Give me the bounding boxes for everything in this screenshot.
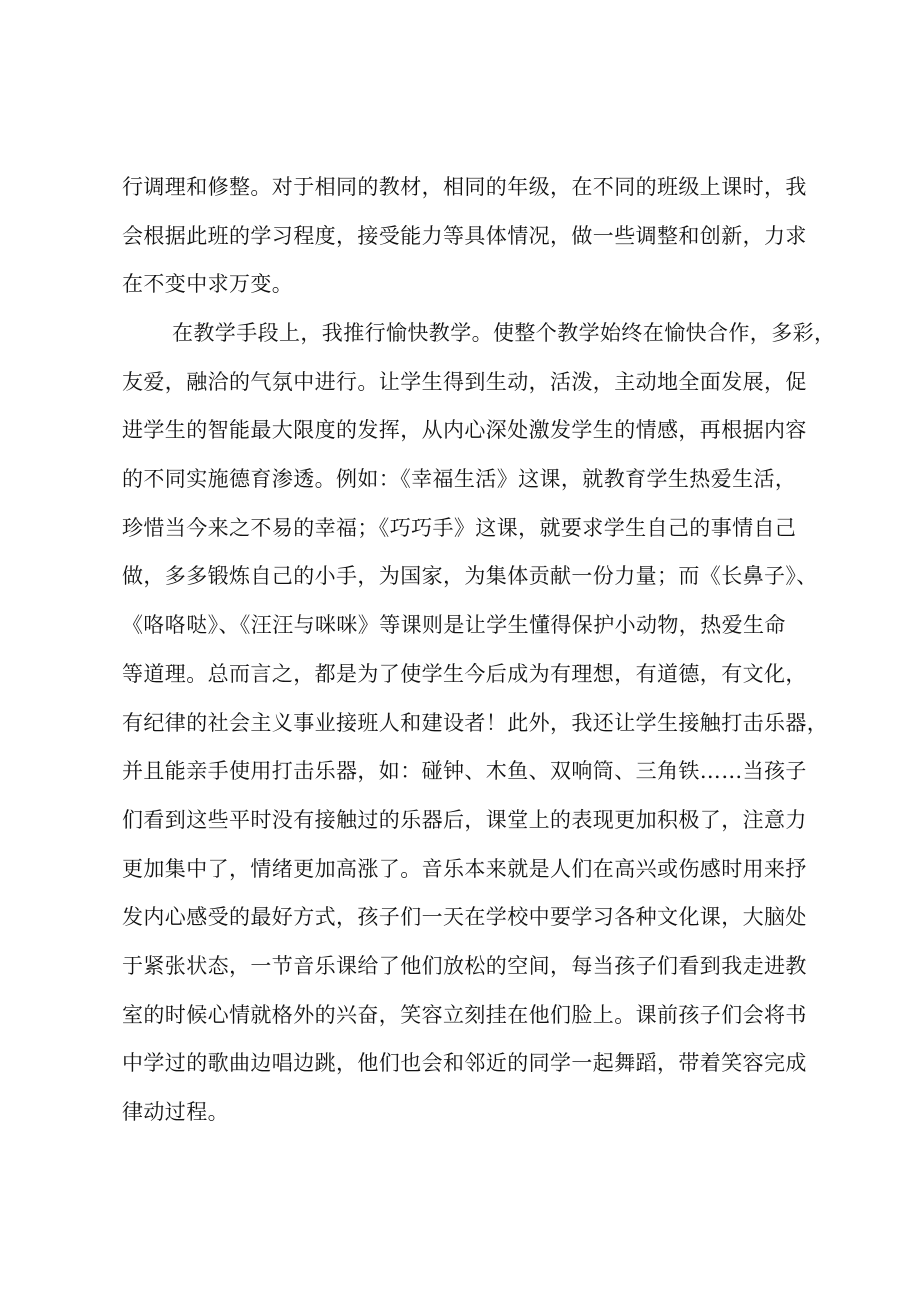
text-line: 友爱，融洽的气氛中进行。让学生得到生动，活泼，主动地全面发展，促 xyxy=(122,369,807,394)
text-line: 们看到这些平时没有接触过的乐器后，课堂上的表现更加积极了，注意力 xyxy=(122,807,807,832)
text-line: 并且能亲手使用打击乐器，如：碰钟、木鱼、双响筒、三角铁……当孩子 xyxy=(122,759,807,784)
text-line: 更加集中了，情绪更加高涨了。音乐本来就是人们在高兴或伤感时用来抒 xyxy=(122,856,807,881)
paragraph-1 xyxy=(122,163,822,309)
text-line: 有纪律的社会主义事业接班人和建设者！此外，我还让学生接触打击乐器， xyxy=(122,710,829,735)
text-line: 会根据此班的学习程度，接受能力等具体情况，做一些调整和创新，力求 xyxy=(122,223,807,248)
text-line: 做，多多锻炼自己的小手，为国家，为集体贡献一份力量；而《长鼻子》、 xyxy=(122,564,818,589)
text-line: 于紧张状态，一节音乐课给了他们放松的空间，每当孩子们看到我走进教 xyxy=(122,953,807,978)
text-line: 在教学手段上，我推行愉快教学。使整个教学始终在愉快合作，多彩， xyxy=(172,321,836,345)
text-line: 室的时候心情就格外的兴奋，笑容立刻挂在他们脸上。课前孩子们会将书 xyxy=(122,1002,807,1027)
paragraph-2 xyxy=(122,309,836,1137)
text-line: 发内心感受的最好方式，孩子们一天在学校中要学习各种文化课，大脑处 xyxy=(122,905,807,930)
text-line: 珍惜当今来之不易的幸福；《巧巧手》这课，就要求学生自己的事情自己 xyxy=(122,515,797,540)
text-line: 《咯咯哒》、《汪汪与咪咪》等课则是让学生懂得保护小动物，热爱生命 xyxy=(122,613,786,638)
text-line: 中学过的歌曲边唱边跳，他们也会和邻近的同学一起舞蹈，带着笑容完成 xyxy=(122,1051,807,1076)
text-line: 等道理。总而言之，都是为了使学生今后成为有理想，有道德，有文化， xyxy=(122,661,807,686)
text-line: 的不同实施德育渗透。例如：《幸福生活》这课，就教育学生热爱生活， xyxy=(122,467,797,492)
text-line: 行调理和修整。对于相同的教材，相同的年级，在不同的班级上课时，我 xyxy=(122,175,807,199)
text-line: 进学生的智能最大限度的发挥，从内心深处激发学生的情感，再根据内容 xyxy=(122,418,807,443)
text-line: 律动过程。 xyxy=(122,1100,229,1124)
text-line: 在不变中求万变。 xyxy=(122,272,294,297)
